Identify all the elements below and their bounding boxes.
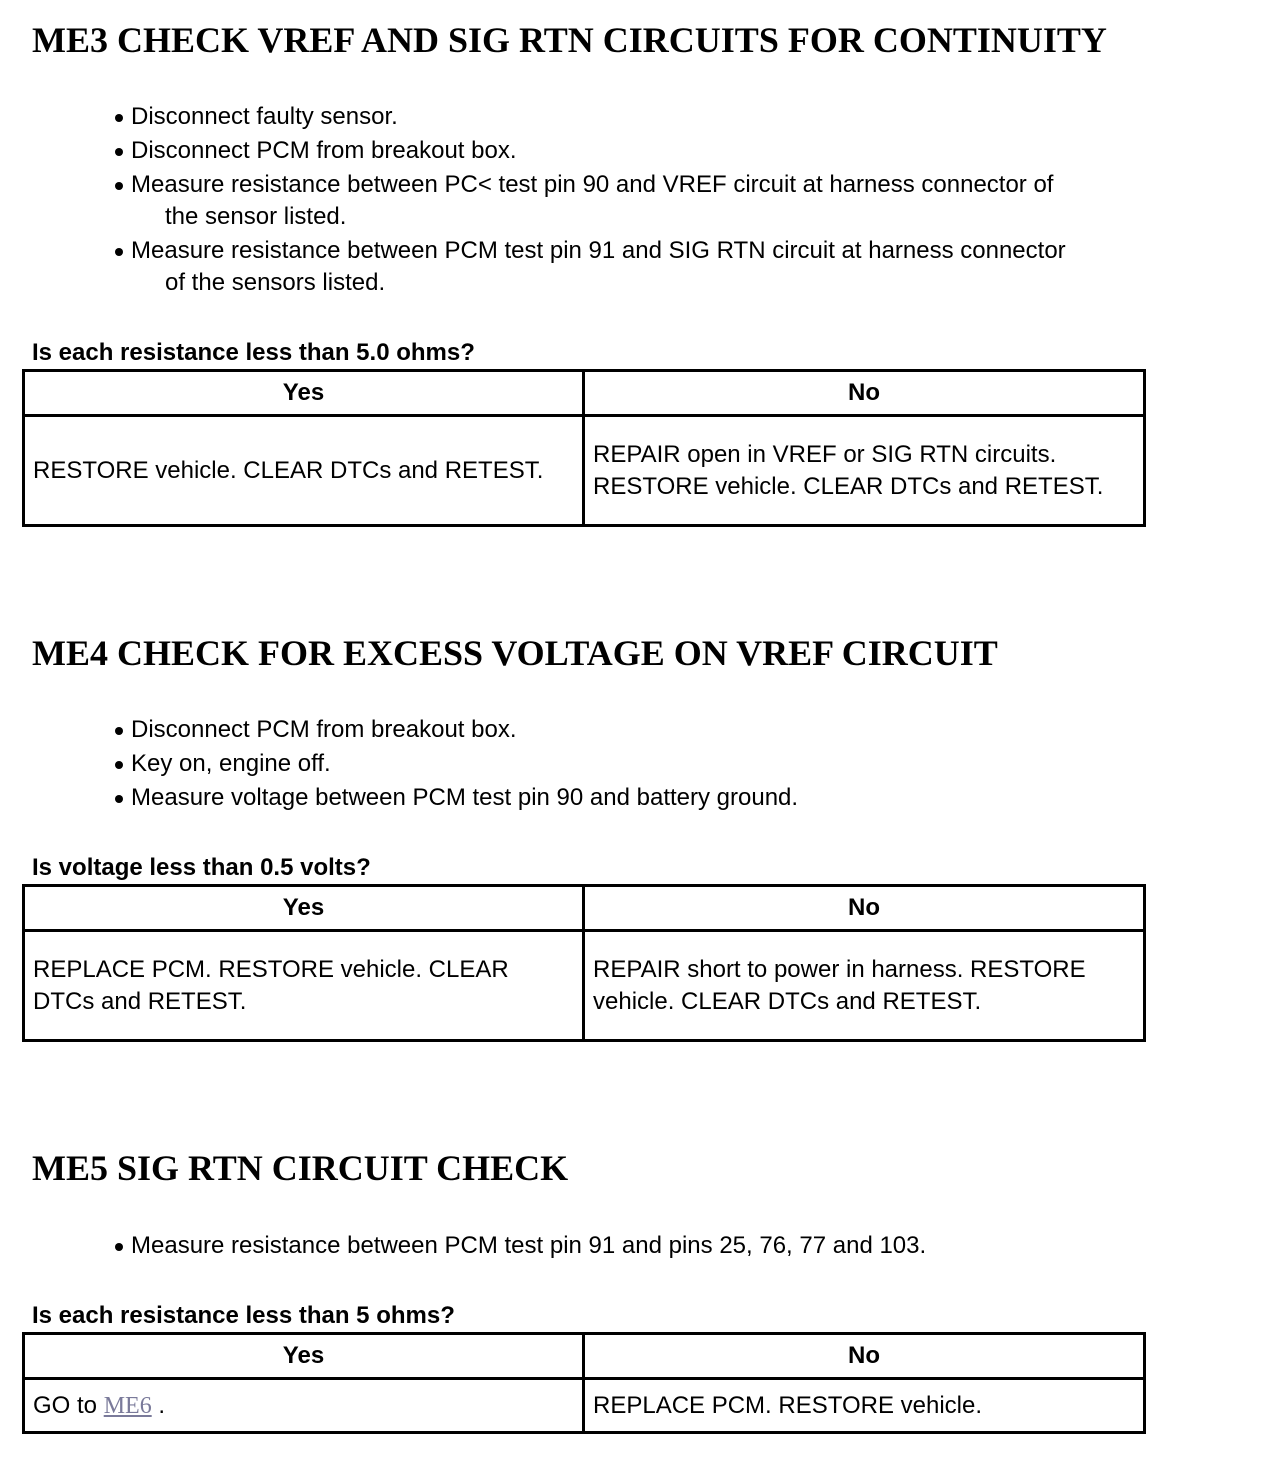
list-item: Disconnect faulty sensor. <box>113 101 1066 133</box>
no-header: No <box>584 371 1145 416</box>
list-item: Measure resistance between PCM test pin 91 and pins 25, 76, 77 and 103. <box>113 1230 926 1262</box>
yes-header: Yes <box>24 371 584 416</box>
list-item: Disconnect PCM from breakout box. <box>113 714 798 746</box>
no-action: REPLACE PCM. RESTORE vehicle. <box>584 1379 1145 1433</box>
me3-title: ME3 CHECK VREF AND SIG RTN CIRCUITS FOR CONTINUITY <box>32 20 1107 60</box>
yes-action <box>24 1379 584 1433</box>
me6-link[interactable]: ME6 <box>103 1392 152 1419</box>
me5-steps <box>113 1230 926 1264</box>
table-row <box>24 416 1145 526</box>
no-header: No <box>584 886 1145 931</box>
list-item: Measure voltage between PCM test pin 90 and battery ground. <box>113 782 798 814</box>
yes-action-suffix: . <box>158 1391 166 1419</box>
bullet-icon <box>115 1243 123 1251</box>
me5-question: Is each resistance less than 5 ohms? <box>32 1302 455 1329</box>
bullet-icon <box>115 727 123 735</box>
bullet-icon <box>115 182 123 190</box>
table-header-row <box>24 371 1145 416</box>
me4-question: Is voltage less than 0.5 volts? <box>32 854 371 881</box>
me4-decision-table <box>22 884 1146 1042</box>
me5-title: ME5 SIG RTN CIRCUIT CHECK <box>32 1148 569 1188</box>
yes-header: Yes <box>24 1334 584 1379</box>
me3-decision-table <box>22 369 1146 527</box>
me4-steps <box>113 714 798 816</box>
yes-action: RESTORE vehicle. CLEAR DTCs and RETEST. <box>24 416 584 526</box>
bullet-icon <box>115 248 123 256</box>
me4-title: ME4 CHECK FOR EXCESS VOLTAGE ON VREF CIRCUIT <box>32 633 998 673</box>
list-item: Measure resistance between PCM test pin 91 and SIG RTN circuit at harness connector of the sensors listed. <box>113 235 1066 299</box>
me5-decision-table <box>22 1332 1146 1434</box>
table-row <box>24 931 1145 1041</box>
yes-action-prefix: GO to <box>33 1391 98 1419</box>
no-header: No <box>584 1334 1145 1379</box>
table-row <box>24 1379 1145 1433</box>
no-action: REPAIR open in VREF or SIG RTN circuits. RESTORE vehicle. CLEAR DTCs and RETEST. <box>584 416 1145 526</box>
yes-action: REPLACE PCM. RESTORE vehicle. CLEAR DTCs and RETEST. <box>24 931 584 1041</box>
bullet-icon <box>115 148 123 156</box>
list-item: Disconnect PCM from breakout box. <box>113 135 1066 167</box>
bullet-icon <box>115 795 123 803</box>
list-item: Measure resistance between PC< test pin 90 and VREF circuit at harness connector of the sensor listed. <box>113 169 1066 233</box>
bullet-icon <box>115 114 123 122</box>
me3-steps <box>113 101 1066 301</box>
me3-question: Is each resistance less than 5.0 ohms? <box>32 339 475 366</box>
yes-header: Yes <box>24 886 584 931</box>
bullet-icon <box>115 761 123 769</box>
table-header-row <box>24 886 1145 931</box>
table-header-row <box>24 1334 1145 1379</box>
list-item: Key on, engine off. <box>113 748 798 780</box>
no-action: REPAIR short to power in harness. RESTORE vehicle. CLEAR DTCs and RETEST. <box>584 931 1145 1041</box>
